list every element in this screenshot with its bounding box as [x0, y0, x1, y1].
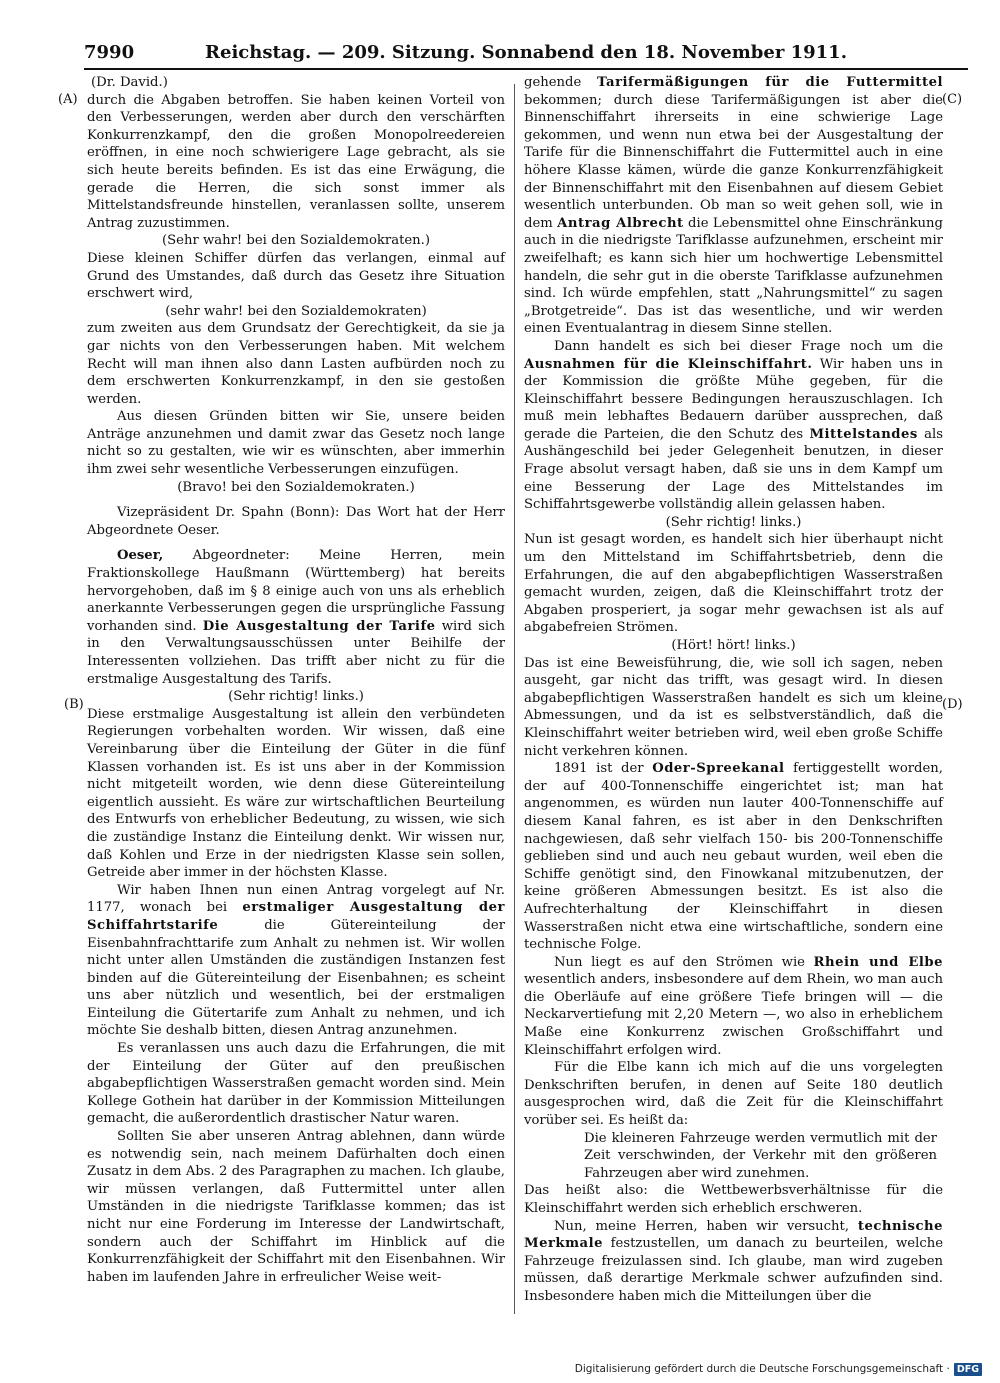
paragraph	[524, 954, 943, 1060]
paragraph	[524, 338, 943, 514]
paragraph: Aus diesen Gründen bitten wir Sie, unsere beiden Anträge anzunehmen und damit zwar das Gesetz noch lange nicht so zu gestalten, wie wir es wünschten, aber immerhin ihm zwei sehr wesentliche Verbesserungen einzufügen.	[87, 409, 505, 478]
emphasis: Oder-Spreekanal	[652, 761, 785, 777]
paragraph: durch die Abgaben betroffen. Sie haben keinen Vorteil von den Verbesserungen, werden aber durch den verschärften Konkurrenzkampf, den die großen Monopolreedereien eröffnen, in eine noch schwierigere Lage gebracht, als sie sich heute bereits befinden. Es ist das eine Erwägung, die gerade die Herren, die sich sonst immer als Mittelstandsfreunde hinstellen, veranlassen sollte, unserem Antrag zuzustimmen.	[87, 92, 505, 231]
paragraph: Es veranlassen uns auch dazu die Erfahrungen, die mit der Einteilung der Güter auf den preußischen abgabepflichtigen Wasserstraßen gemacht worden sind. Mein Kollege Gothein hat darüber in der Kommission Mitteilungen gemacht, die außerordentlich drastischer Natur waren.	[87, 1041, 505, 1127]
text: als Aushängeschild bei jeder Gelegenheit benutzen, in dieser Frage absolut versagt haben, daß sie uns in dem Kampf um eine Besserung der Lage des Mittelstandes im Schiffahrtsgewerbe vollständig allein gelassen haben.	[524, 426, 943, 513]
column-divider	[514, 84, 515, 1314]
speaker-reference: (Dr. David.)	[91, 75, 168, 90]
paragraph: Das heißt also: die Wettbewerbsverhältnisse für die Kleinschiffahrt werden sich erheblich erschweren.	[524, 1183, 943, 1216]
block-quote: Die kleineren Fahrzeuge werden vermutlich mit der Zeit verschwinden, der Verkehr mit den größeren Fahrzeugen aber wird zunehmen.	[584, 1130, 937, 1181]
paragraph: Das ist eine Beweisführung, die, wie soll ich sagen, neben ausgeht, gar nicht das trifft, was gesagt wird. In diesen abgabepflichtigen Wasserstraßen handelt es sich um kleine Abmessungen, und da ist es selbstverständlich, daß die Kleinschiffahrt weiter betrieben wird, weil eben große Schiffe nicht verkehren können.	[524, 655, 943, 759]
emphasis: Tarifermäßigungen für die Futtermittel	[596, 75, 943, 90]
paragraph	[524, 1218, 943, 1306]
interjection: (sehr wahr! bei den Sozialdemokraten)	[165, 303, 427, 319]
emphasis: erstmaliger Ausgestaltung der Schiffahrtstarife	[87, 900, 505, 933]
text: Abgeordneter: Meine Herren, mein Fraktionskollege Haußmann (Württemberg) hat bereits hervorgehoben, daß im § 8 einige auch von uns als erheblich anerkannte Verbesserungen gegen die ursprüngliche Fassung vorhanden sind.	[87, 548, 505, 634]
text: gehende	[524, 75, 597, 90]
paragraph	[524, 760, 943, 954]
paragraph: Diese kleinen Schiffer dürfen das verlangen, einmal auf Grund des Umstandes, daß durch das Gesetz ihre Situation erschwert wird,	[87, 250, 505, 302]
paragraph: Nun ist gesagt worden, es handelt sich hier überhaupt nicht um den Mittelstand im Schiffahrtsbetrieb, denn die Erfahrungen, die auf den abgabepflichtigen Wasserstraßen gemacht wurden, zeigen, daß die Kleinschiffahrt trotz der Abgaben prosperiert, ja sogar mehr gewachsen ist als auf abgabefreien Strömen.	[524, 532, 943, 636]
header-title: Reichstag. — 209. Sitzung. Sonnabend den 18. November 1911.	[205, 42, 847, 63]
paragraph: Für die Elbe kann ich mich auf die uns vorgelegten Denkschriften berufen, in denen auf Seite 180 deutlich ausgesprochen wird, daß die Zeit für die Kleinschiffahrt vorüber sei. Es heißt da:	[524, 1060, 943, 1129]
margin-mark-c: (C)	[942, 92, 963, 107]
text: festzustellen, um danach zu beurteilen, welche Fahrzeuge freizulassen sind. Ich glaube, man wird zugeben müssen, daß derartige Merkmale schwer aufzufinden sind. Insbesondere haben mich die Mitteilungen über die	[524, 1236, 943, 1304]
text: fertiggestellt worden, der auf 400-Tonnenschiffe eingerichtet ist; man hat angenommen, es würden nun lauter 400-Tonnenschiffe auf diesem Kanal fahren, es ist aber in den Denkschriften nachgewiesen, daß sehr vielfach 150- bis 200-Tonnenschiffe geblieben sind und auch neu gebaut wurden, weil eben die Schiffe genötigt sind, den Finowkanal mitzubenutzen, der keine größeren Abmessungen besitzt. Es ist also die Aufrechterhaltung der Kleinschiffahrt in diesen Wasserstraßen nicht etwa eine wirtschaftliche, sondern eine technische Folge.	[524, 761, 943, 953]
text: wird sich in den Verwaltungsausschüssen unter Beihilfe der Interessenten vollziehen. Das trifft aber nicht zu für die erstmalige Ausgestaltung des Tarifs.	[87, 618, 506, 687]
emphasis: Die Ausgestaltung der Tarife	[202, 618, 436, 634]
dfg-logo: DFG	[954, 1363, 982, 1376]
speaker-name: Vizepräsident Dr. Spahn	[117, 505, 284, 521]
text: bekommen; durch diese Tarifermäßigungen ist aber die Binnenschiffahrt ihrerseits in eine schwierige Lage gekommen, und wenn nun etwa bei der Ausgestaltung der Tarife für die Binnenschiffahrt die Futtermittel auch in eine höhere Klasse kämen, würde die ganze Konkurrenzfähigkeit der Binnenschiffahrt mit den Eisenbahnen auf diesem Gebiet wesentlich unterbunden. Ob man so weit gehen soll, wie in dem	[524, 92, 943, 231]
text: Wir haben uns in der Kommission die größte Mühe gegeben, für die Kleinschiffahrt bessere Bedingungen herauszuschlagen. Ich muß mein lebhaftes Bedauern darüber aussprechen, daß gerade die Parteien, die den Schutz des	[524, 356, 943, 442]
interjection: (Sehr richtig! links.)	[228, 689, 364, 705]
interjection: (Hört! hört! links.)	[671, 638, 796, 653]
page-header	[84, 42, 968, 66]
emphasis: Antrag Albrecht	[557, 215, 684, 231]
paragraph: Sollten Sie aber unseren Antrag ablehnen, dann würde es notwendig sein, nach meinem Dafürhalten doch einen Zusatz in dem Abs. 2 des Paragraphen zu machen. Ich glaube, wir müssen verlangen, daß Futtermittel unter allen Umständen in die niedrigste Tarifklasse kommen; das ist nicht nur eine Forderung im Interesse der Landwirtschaft, sondern auch der Schiffahrt im Hinblick auf die Konkurrenzfähigkeit der Schiffahrt mit den Eisenbahnen. Wir haben im laufenden Jahre in erfreulicher Weise weit-	[87, 1129, 505, 1285]
margin-mark-a: (A)	[58, 92, 78, 107]
speaker-name: Oeser,	[117, 548, 164, 564]
text: die Gütereinteilung der Eisenbahnfrachttarife zum Anhalt zu nehmen ist. Wir wollen nicht unter allen Umständen die zuständigen Instanzen fest binden auf die Gütereinteilung der Eisenbahnen; es scheint uns aber nützlich und wesentlich, bei der erstmaligen Einteilung die Gütertarife zum Anhalt zu nehmen, und ich möchte Sie deshalb bitten, diesen Antrag anzunehmen.	[87, 917, 505, 1039]
text: die Lebensmittel ohne Einschränkung auch in die niedrigste Tarifklasse aufzunehmen, erscheint mir zweifelhaft; es kann sich hier um hochwertige Lebensmittel handeln, die sehr gut in die oberste Tarifklasse aufzunehmen sind. Ich würde empfehlen, statt „Nahrungsmittel“ zu sagen „Brotgetreide“. Das ist das wesentliche, und wir werden einen Eventualantrag in diesem Sinne stellen.	[524, 215, 943, 337]
margin-mark-d: (D)	[942, 697, 963, 712]
page-number: 7990	[84, 42, 135, 63]
paragraph-speaker-oeser	[87, 547, 505, 688]
paragraph	[524, 74, 943, 338]
text: Dann handelt es sich bei dieser Frage noch um die	[554, 338, 943, 354]
text: wesentlich anders, insbesondere auf dem Rhein, wo man auch die Oberläufe auf eine größere Tiefe bringen will — die Neckarvertiefung mit 2,20 Metern —, wo also in erheblichem Maße eine Konkurrenz zwischen Großschiffahrt und Kleinschiffahrt erfolgen wird.	[524, 972, 943, 1058]
interjection: (Sehr wahr! bei den Sozialdemokraten.)	[162, 233, 430, 249]
header-rule	[84, 68, 968, 70]
paragraph	[87, 882, 505, 1040]
interjection: (Bravo! bei den Sozialdemokraten.)	[177, 479, 415, 495]
emphasis: Ausnahmen für die Kleinschiffahrt.	[524, 356, 813, 372]
emphasis: Mittelstandes	[809, 426, 918, 442]
paragraph: zum zweiten aus dem Grundsatz der Gerechtigkeit, da sie ja gar nichts von den Verbesserungen haben. Mit welchem Recht will man ihnen also dann Lasten aufbürden noch zu dem erschwerten Konkurrenzkampf, in den sie gestoßen werden.	[87, 321, 505, 407]
text: Wir haben Ihnen nun einen Antrag vorgelegt auf Nr. 1177, wonach bei	[87, 882, 505, 916]
footer-credit	[575, 1361, 982, 1377]
left-column	[87, 74, 505, 1286]
text: Nun liegt es auf den Strömen wie	[554, 954, 814, 970]
footer-text: Digitalisierung gefördert durch die Deutsche Forschungsgemeinschaft ·	[574, 1363, 950, 1375]
paragraph-speaker-vizepraesident	[87, 504, 505, 539]
emphasis: technische Merkmale	[524, 1218, 943, 1252]
text: (Bonn): Das Wort hat der Herr Abgeordnete Oeser.	[87, 505, 505, 538]
margin-mark-b: (B)	[64, 697, 84, 712]
emphasis: Rhein und Elbe	[813, 954, 943, 970]
text: Nun, meine Herren, haben wir versucht,	[554, 1218, 858, 1234]
paragraph: Diese erstmalige Ausgestaltung ist allein den verbündeten Regierungen vorbehalten worden. Wir wissen, daß eine Vereinbarung über die Einteilung der Güter in die fünf Klassen vorhanden ist. Es ist uns aber in der Kommission nicht mitgeteilt worden, wie denn diese Gütereinteilung eigentlich aussieht. Es wäre zur wirtschaftlichen Beurteilung des Entwurfs von erheblicher Bedeutung, zu wissen, wie sich die zuständige Instanz die Einteilung denkt. Wir wissen nur, daß Kohlen und Erze in der niedrigsten Klasse sein sollen, Getreide aber immer in der höchsten Klasse.	[87, 706, 505, 881]
text: 1891 ist der	[554, 761, 653, 777]
interjection: (Sehr richtig! links.)	[665, 514, 802, 530]
right-column	[524, 74, 943, 1306]
